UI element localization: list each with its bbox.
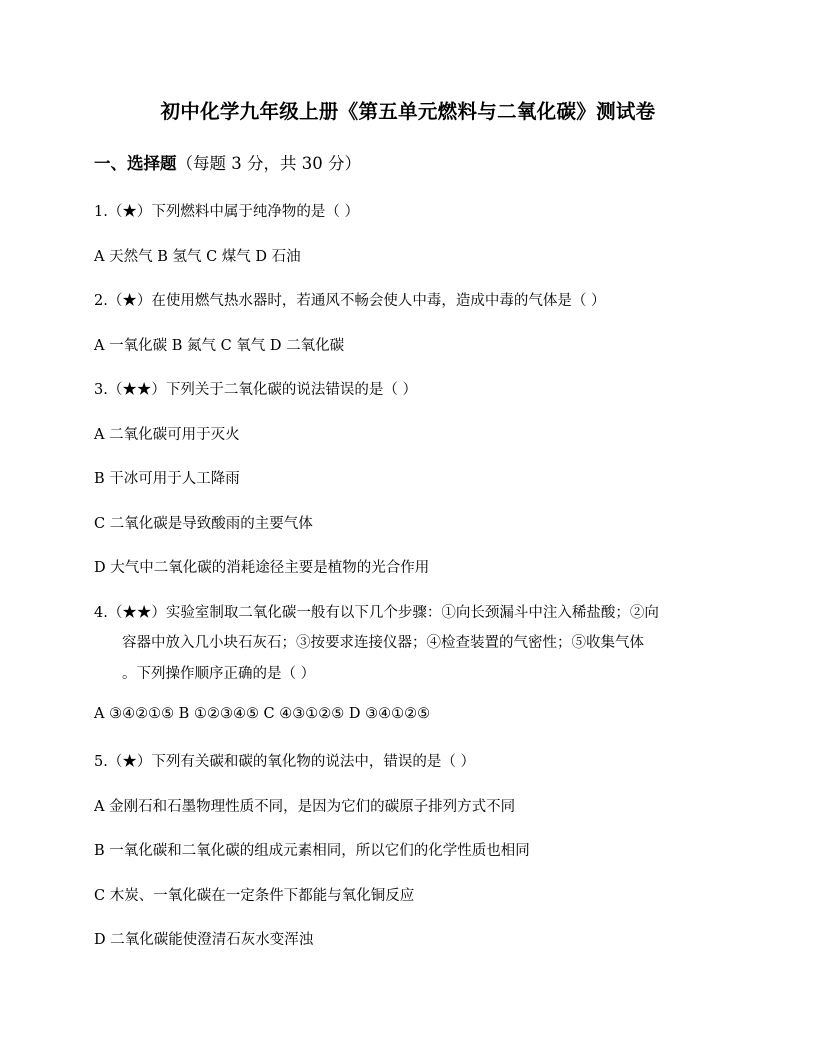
question-2-options: A 一氧化碳 B 氮气 C 氧气 D 二氧化碳 xyxy=(94,338,345,354)
page-title: 初中化学九年级上册《第五单元燃料与二氧化碳》测试卷 xyxy=(160,100,656,123)
question-2-stem: 2.（★）在使用燃气热水器时，若通风不畅会使人中毒，造成中毒的气体是（ ） xyxy=(94,293,606,309)
question-3-option-c: C 二氧化碳是导致酸雨的主要气体 xyxy=(94,516,313,532)
question-1-options: A 天然气 B 氢气 C 煤气 D 石油 xyxy=(94,249,301,265)
question-3-option-b: B 干冰可用于人工降雨 xyxy=(94,471,240,487)
question-5-option-d: D 二氧化碳能使澄清石灰水变浑浊 xyxy=(94,932,314,948)
section-heading-note: （每题 3 分，共 30 分） xyxy=(176,154,361,173)
section-heading-label: 一、选择题 xyxy=(94,154,177,173)
question-3-option-d: D 大气中二氧化碳的消耗途径主要是植物的光合作用 xyxy=(94,560,430,576)
question-3-stem: 3.（★★）下列关于二氧化碳的说法错误的是（ ） xyxy=(94,382,417,398)
question-1-stem: 1.（★）下列燃料中属于纯净物的是（ ） xyxy=(94,204,359,220)
question-5-option-a: A 金刚石和石墨物理性质不同，是因为它们的碳原子排列方式不同 xyxy=(94,799,516,815)
question-5-option-b: B 一氧化碳和二氧化碳的组成元素相同，所以它们的化学性质也相同 xyxy=(94,843,530,859)
section-heading xyxy=(94,150,361,174)
question-5-stem: 5.（★）下列有关碳和碳的氧化物的说法中，错误的是（ ） xyxy=(94,754,475,770)
question-4-stem-line-3: 。下列操作顺序正确的是（ ） xyxy=(122,666,316,682)
question-4-options: A ③④②①⑤ B ①②③④⑤ C ④③①②⑤ D ③④①②⑤ xyxy=(94,706,431,722)
question-3-option-a: A 二氧化碳可用于灭火 xyxy=(94,427,240,443)
question-4-stem-line-2: 容器中放入几小块石灰石；③按要求连接仪器；④检查装置的气密性；⑤收集气体 xyxy=(122,635,644,651)
question-5-option-c: C 木炭、一氧化碳在一定条件下都能与氧化铜反应 xyxy=(94,888,415,904)
question-4-stem-line-1: 4.（★★）实验室制取二氧化碳一般有以下几个步骤：①向长颈漏斗中注入稀盐酸；②向 xyxy=(94,605,659,621)
